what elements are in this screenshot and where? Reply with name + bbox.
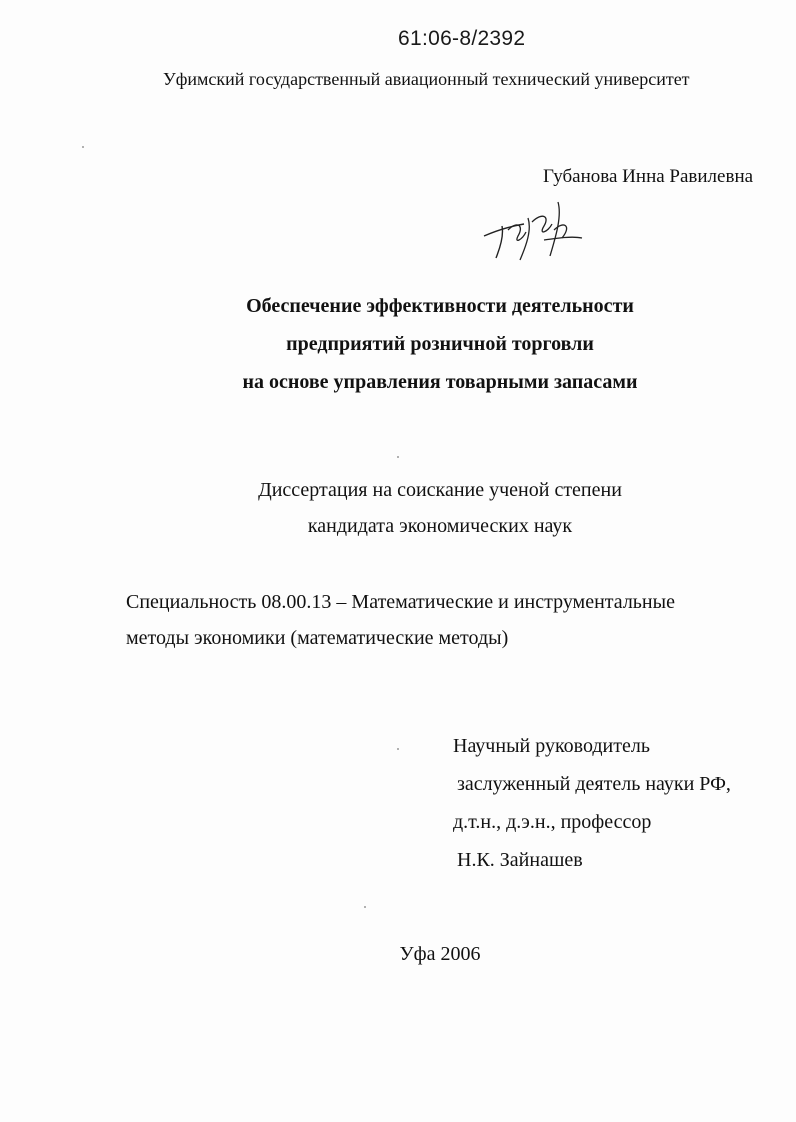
specialty-line-1: Специальность 08.00.13 – Математические и инструментальные [126, 591, 675, 613]
supervisor-name: Н.К. Зайнашев [457, 849, 583, 871]
title-line-1: Обеспечение эффективности деятельности [246, 295, 634, 317]
specialty-line-2: методы экономики (математические методы) [126, 627, 509, 649]
supervisor-label: Научный руководитель [453, 735, 650, 757]
signature-icon [478, 196, 588, 266]
university-name: Уфимский государственный авиационный технический университет [163, 69, 690, 89]
author-name: Губанова Инна Равилевна [543, 166, 754, 187]
city-year: Уфа 2006 [399, 943, 481, 965]
scan-speck [397, 456, 399, 458]
scan-speck [364, 906, 366, 908]
supervisor-degrees: д.т.н., д.э.н., профессор [453, 811, 652, 833]
supervisor-title: заслуженный деятель науки РФ, [457, 773, 731, 795]
archive-stamp: 61:06-8/2392 [398, 27, 526, 50]
dissertation-line-1: Диссертация на соискание ученой степени [258, 479, 622, 501]
scan-speck [397, 748, 399, 750]
title-line-2: предприятий розничной торговли [286, 333, 594, 355]
dissertation-line-2: кандидата экономических наук [307, 515, 573, 537]
scan-speck [82, 146, 84, 148]
title-line-3: на основе управления товарными запасами [242, 371, 638, 393]
